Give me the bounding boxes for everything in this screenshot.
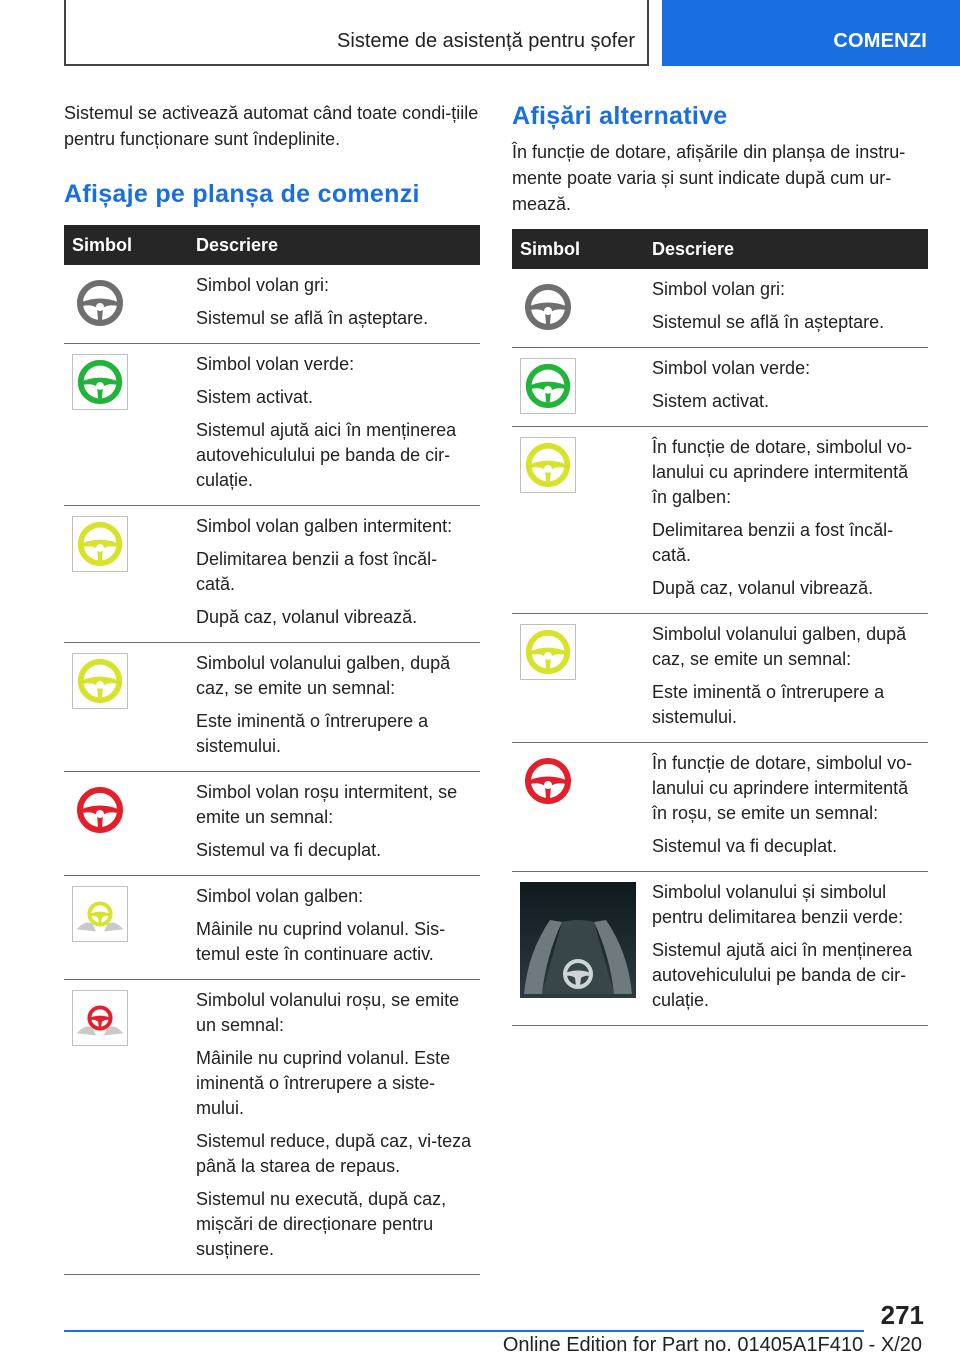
description-line: Sistemul va fi decuplat. — [196, 840, 382, 860]
description-line: Sistem activat. — [652, 391, 770, 411]
description-line: Sistemul ajută aici în menținerea autovehiculului pe banda de cir-culație. — [652, 940, 913, 1010]
description-line: Simbolul volanului galben, după caz, se emite un semnal: — [652, 624, 907, 669]
table-row — [512, 427, 928, 614]
left-intro: Sistemul se activează automat când toate condi-țiile pentru funcționare sunt îndeplinite. — [64, 103, 479, 149]
description-line: În funcție de dotare, simbolul vo-lanului cu aprindere intermitentă în roșu, se emite un semnal: — [652, 753, 913, 823]
right-symbol-table — [512, 229, 928, 1026]
yellow-steering-wheel-icon — [72, 653, 180, 709]
description-line: După caz, volanul vibrează. — [652, 578, 874, 598]
description-line: Simbol volan galben: — [196, 886, 364, 906]
description-line: Sistemul ajută aici în menținerea autovehiculului pe banda de cir-culație. — [196, 420, 457, 490]
table-row — [512, 269, 928, 348]
table-row — [64, 980, 480, 1275]
description-line: Este iminentă o întrerupere a sistemului. — [652, 682, 885, 727]
symbol-cell — [64, 265, 188, 344]
symbol-cell — [64, 772, 188, 876]
table-row — [64, 772, 480, 876]
description-cell — [644, 872, 928, 1026]
left-column — [64, 100, 480, 1275]
yellow-steering-wheel-icon — [520, 437, 636, 493]
red-steering-wheel-icon — [72, 782, 180, 838]
description-line: Sistem activat. — [196, 387, 314, 407]
table-row — [512, 614, 928, 743]
description-cell — [188, 772, 480, 876]
symbol-cell — [512, 872, 644, 1026]
symbol-cell — [512, 348, 644, 427]
table-row — [512, 872, 928, 1026]
symbol-cell — [64, 643, 188, 772]
left-heading: Afișaje pe planșa de comenzi — [64, 180, 420, 208]
chapter-tab[interactable] — [662, 0, 960, 66]
description-cell — [644, 743, 928, 872]
description-cell — [188, 876, 480, 980]
description-line: Simbol volan gri: — [196, 275, 330, 295]
gray-steering-wheel-icon — [520, 279, 636, 335]
description-line: Este iminentă o întrerupere a sistemului. — [196, 711, 429, 756]
green-steering-wheel-icon — [72, 354, 180, 410]
section-title: Sisteme de asistență pentru șofer — [337, 30, 635, 52]
left-symbol-table — [64, 225, 480, 1275]
footer-rule — [64, 1330, 864, 1332]
column-header-symbol: Simbol — [512, 229, 644, 269]
description-line: Sistemul se află în așteptare. — [652, 312, 885, 332]
description-cell — [644, 348, 928, 427]
symbol-cell — [64, 506, 188, 643]
description-line: Simbolul volanului și simbolul pentru delimitarea benzii verde: — [652, 882, 904, 927]
table-row — [512, 348, 928, 427]
right-heading: Afișări alternative — [512, 102, 728, 130]
description-line: Simbol volan verde: — [196, 354, 355, 374]
description-line: Simbol volan galben intermitent: — [196, 516, 453, 536]
gray-steering-wheel-icon — [72, 275, 180, 331]
description-cell — [644, 614, 928, 743]
description-cell — [188, 643, 480, 772]
description-line: Mâinile nu cuprind volanul. Este iminentă o întrerupere a siste-mului. — [196, 1048, 451, 1118]
description-cell — [188, 506, 480, 643]
description-line: Sistemul nu execută, după caz, mișcări de direcționare pentru susținere. — [196, 1189, 447, 1259]
description-line: Simbol volan verde: — [652, 358, 811, 378]
description-line: Mâinile nu cuprind volanul. Sis-temul este în continuare activ. — [196, 919, 446, 964]
description-line: După caz, volanul vibrează. — [196, 607, 418, 627]
description-line: Delimitarea benzii a fost încăl-cată. — [196, 549, 438, 594]
description-line: În funcție de dotare, simbolul vo-lanului cu aprindere intermitentă în galben: — [652, 437, 913, 507]
symbol-cell — [64, 980, 188, 1275]
description-cell — [188, 980, 480, 1275]
description-line: Delimitarea benzii a fost încăl-cată. — [652, 520, 894, 565]
red-hands-steering-wheel-icon — [72, 990, 180, 1046]
description-line: Simbol volan roșu intermitent, se emite un semnal: — [196, 782, 458, 827]
right-column — [512, 100, 928, 1026]
description-line: Sistemul va fi decuplat. — [652, 836, 838, 856]
right-intro: În funcție de dotare, afișările din planșa de instru-mente poate varia și sunt indicate după cum ur-mează. — [512, 142, 906, 214]
table-row — [64, 876, 480, 980]
symbol-cell — [512, 614, 644, 743]
table-row — [64, 344, 480, 506]
description-cell — [644, 269, 928, 348]
symbol-cell — [512, 743, 644, 872]
table-header-row — [64, 225, 480, 265]
table-row — [64, 506, 480, 643]
table-row — [64, 265, 480, 344]
description-cell — [188, 265, 480, 344]
description-line: Simbolul volanului galben, după caz, se emite un semnal: — [196, 653, 451, 698]
description-line: Sistemul se află în așteptare. — [196, 308, 429, 328]
column-header-description: Descriere — [188, 225, 480, 265]
description-cell — [644, 427, 928, 614]
column-header-description: Descriere — [644, 229, 928, 269]
page-number: 271 — [880, 1300, 924, 1330]
symbol-cell — [512, 269, 644, 348]
symbol-cell — [64, 344, 188, 506]
yellow-steering-wheel-icon — [72, 516, 180, 572]
description-line: Sistemul reduce, după caz, vi-teza până la starea de repaus. — [196, 1131, 472, 1176]
table-row — [64, 643, 480, 772]
table-row — [512, 743, 928, 872]
description-line: Simbolul volanului roșu, se emite un semnal: — [196, 990, 460, 1035]
column-header-symbol: Simbol — [64, 225, 188, 265]
description-cell — [188, 344, 480, 506]
yellow-hands-steering-wheel-icon — [72, 886, 180, 942]
yellow-steering-wheel-icon — [520, 624, 636, 680]
red-steering-wheel-icon — [520, 753, 636, 809]
green-steering-wheel-icon — [520, 358, 636, 414]
symbol-cell — [512, 427, 644, 614]
table-header-row — [512, 229, 928, 269]
chapter-tab-label: COMENZI — [833, 30, 927, 52]
footer-edition: Online Edition for Part no. 01405A1F410 - X/20 — [502, 1334, 922, 1356]
description-line: Simbol volan gri: — [652, 279, 786, 299]
header-section-box — [64, 0, 649, 66]
lane-display-steering-wheel-icon — [520, 882, 636, 998]
symbol-cell — [64, 876, 188, 980]
